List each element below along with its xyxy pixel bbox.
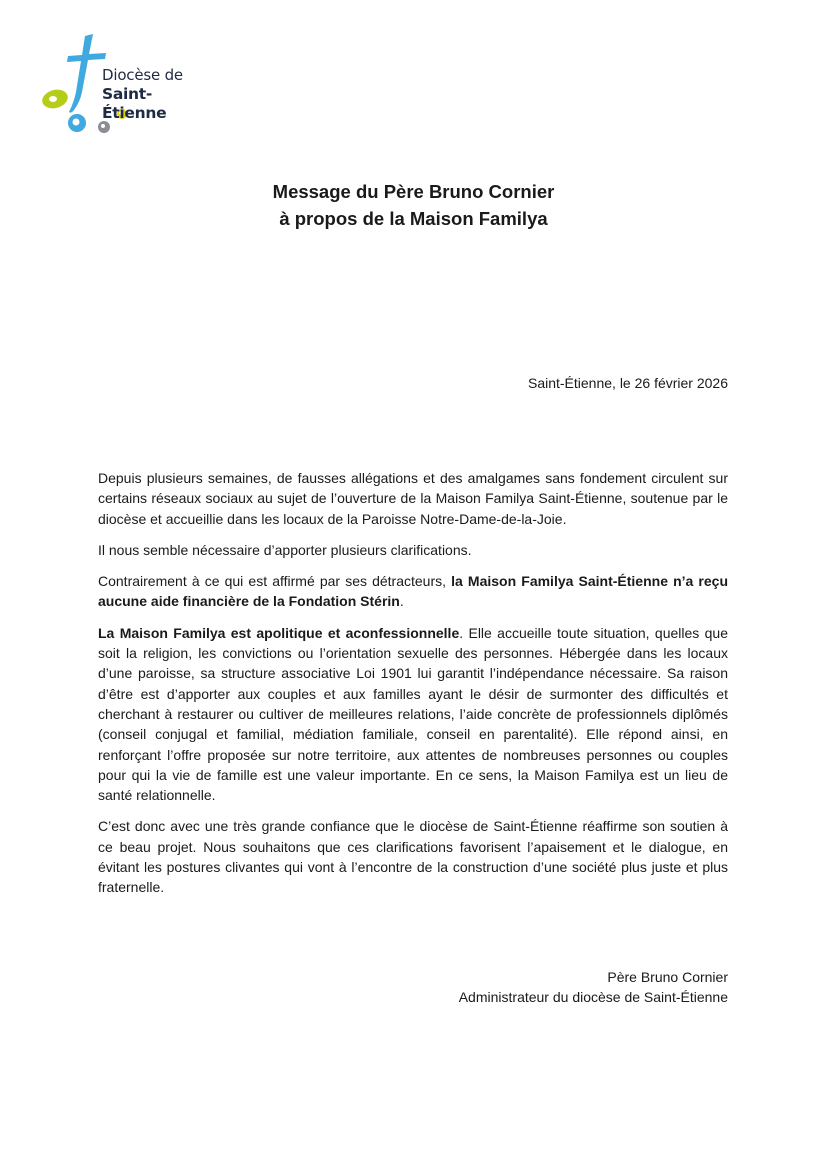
letter-body (98, 468, 728, 909)
logo-line-diocese: Diocèse de (102, 66, 183, 84)
place-and-date: Saint-Étienne, le 26 février 2026 (527, 375, 728, 391)
signature-block (459, 967, 728, 1008)
logo-line-city: Saint-Étienne (102, 85, 167, 122)
paragraph-3-end: . (399, 593, 404, 610)
paragraph-3 (98, 571, 728, 612)
paragraph-5: C’est donc avec une très grande confiance que le diocèse de Saint-Étienne réaffirme son soutien à ce beau projet. Nous souhaitons que ces clarifications favorisent l’apaisement et le dialogue, en évitant les postures clivantes qui vont à l’encontre de la construction d’une société plus juste et plus fraternelle. (98, 818, 728, 896)
logo-wordmark (102, 66, 210, 123)
paragraph-4 (98, 623, 728, 806)
paragraph-2: Il nous semble nécessaire d’apporter plusieurs clarifications. (98, 541, 472, 558)
title-line-1: Message du Père Bruno Cornier (272, 181, 555, 202)
paragraph-1: Depuis plusieurs semaines, de fausses allégations et des amalgames sans fondement circulent sur certains réseaux sociaux au sujet de l’ouverture de la Maison Familya Saint-Étienne, soutenue par le diocèse et accueillie dans les locaux de la Paroisse Notre-Dame-de-la-Joie. (98, 470, 728, 527)
paragraph-3-start: Contrairement à ce qui est affirmé par ses détracteurs, (98, 573, 452, 590)
paragraph-4-rest: . Elle accueille toute situation, quelles que soit la religion, les convictions ou l’orientation sexuelle des personnes. Hébergée dans les locaux d’une paroisse, sa structure associative Loi 1901 lui garantit l’indépendance nécessaire. Sa raison d’être est d’apporter aux couples et aux familles ayant le désir de surmonter des difficultés et cherchant à restaurer ou cultiver de meilleures relations, l’aide concrète de professionnels diplômés (conseil conjugal et familial, médiation familiale, conseil en parentalité). Elle répond ainsi, en renforçant l’offre proposée sur notre territoire, aux attentes de nombreuses personnes ou couples pour qui la vie de famille est une valeur importante. En ce sens, la Maison Familya est un lieu de santé relationnelle. (98, 624, 728, 804)
signature-name: Père Bruno Cornier (607, 969, 728, 985)
signature-role: Administrateur du diocèse de Saint-Étienne (458, 989, 728, 1006)
diocese-logo (40, 32, 210, 136)
paragraph-3-emphasis: la Maison Familya Saint-Étienne n’a reçu aucune aide financière de la Fondation Stérin (98, 573, 729, 610)
paragraph-4-emphasis: La Maison Familya est apolitique et aconfessionnelle (98, 624, 460, 641)
title-line-2: à propos de la Maison Familya (279, 208, 548, 229)
document-title (0, 178, 827, 232)
